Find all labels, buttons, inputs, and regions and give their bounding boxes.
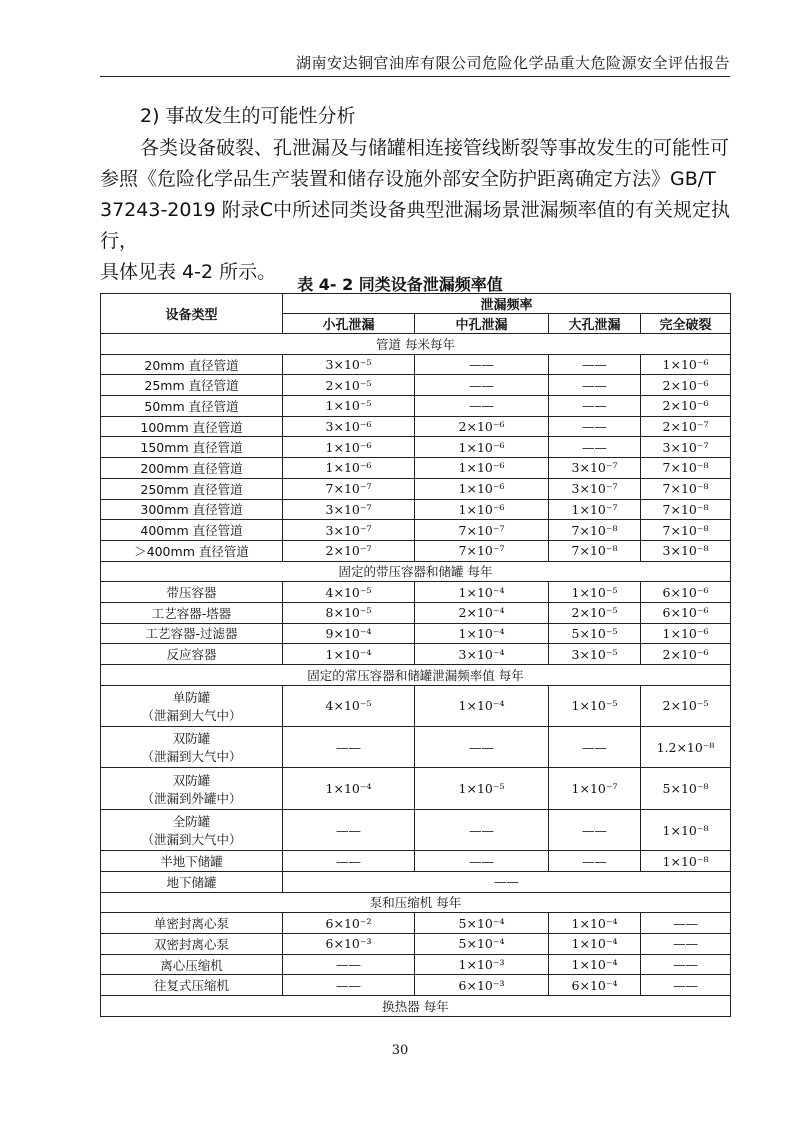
header-medium-hole: 中孔泄漏: [415, 314, 549, 334]
frequency-value-cell: 6×10⁻⁶: [641, 582, 731, 603]
frequency-value-cell: ——: [549, 727, 641, 768]
frequency-value-cell: ——: [283, 727, 415, 768]
frequency-value-cell: 4×10⁻⁵: [283, 582, 415, 603]
section-row: [101, 996, 731, 1017]
frequency-value-cell: 5×10⁻⁴: [415, 913, 549, 934]
table-row: [101, 478, 731, 499]
frequency-value-cell: 1×10⁻⁴: [415, 582, 549, 603]
device-name-cell: [101, 375, 283, 396]
frequency-value-cell: 3×10⁻⁴: [415, 644, 549, 665]
section-row: [101, 892, 731, 913]
device-name-cell: [101, 685, 283, 726]
frequency-value-cell: 2×10⁻⁶: [641, 375, 731, 396]
frequency-value-cell: 9×10⁻⁴: [283, 623, 415, 644]
table-row: [101, 499, 731, 520]
device-name-line: 20mm 直径管道: [144, 357, 239, 373]
frequency-value-cell: 5×10⁻⁵: [549, 623, 641, 644]
table-row: [101, 685, 731, 726]
section-title: 固定的常压容器和储罐泄漏频率值 每年: [101, 665, 731, 686]
device-name-line: 200mm 直径管道: [140, 460, 243, 476]
frequency-value-cell: 7×10⁻⁸: [641, 458, 731, 479]
frequency-value-cell: 1×10⁻⁶: [641, 354, 731, 375]
device-name-line: 离心压缩机: [160, 957, 223, 973]
device-name-cell: [101, 478, 283, 499]
frequency-value-cell: 1×10⁻⁴: [415, 623, 549, 644]
frequency-value-cell: ——: [641, 954, 731, 975]
device-name-line: 工艺容器-过滤器: [145, 626, 238, 642]
device-name-line: （泄漏到大气中）: [141, 749, 242, 765]
frequency-value-cell: 3×10⁻⁷: [283, 520, 415, 541]
frequency-value-cell: 7×10⁻⁷: [415, 520, 549, 541]
frequency-value-cell: ——: [283, 975, 415, 996]
table-row: [101, 871, 731, 892]
device-name-line: （泄漏到大气中）: [141, 707, 242, 723]
table-row: [101, 396, 731, 417]
device-name-line: 300mm 直径管道: [140, 502, 243, 518]
device-name-line: 50mm 直径管道: [144, 398, 239, 414]
frequency-value-cell: 1×10⁻⁸: [641, 851, 731, 872]
device-name-line: 单防罐: [172, 689, 211, 705]
frequency-value-cell: 6×10⁻⁶: [641, 602, 731, 623]
frequency-value-cell: 1×10⁻⁴: [549, 913, 641, 934]
page-number: 30: [391, 1043, 409, 1058]
frequency-value-cell: 3×10⁻⁵: [283, 354, 415, 375]
device-name-line: 工艺容器-塔器: [151, 605, 232, 621]
frequency-value-cell: 7×10⁻⁷: [283, 478, 415, 499]
frequency-value-cell: 7×10⁻⁸: [641, 520, 731, 541]
frequency-value-cell: ——: [415, 851, 549, 872]
merged-value-cell: ——: [283, 871, 731, 892]
device-name-line: 单密封离心泵: [153, 916, 229, 932]
device-name-cell: [101, 851, 283, 872]
frequency-value-cell: 5×10⁻⁸: [641, 768, 731, 809]
frequency-value-cell: ——: [549, 851, 641, 872]
frequency-value-cell: 7×10⁻⁸: [641, 478, 731, 499]
frequency-value-cell: 6×10⁻²: [283, 913, 415, 934]
frequency-value-cell: 6×10⁻³: [415, 975, 549, 996]
device-name-line: 反应容器: [166, 647, 217, 663]
frequency-value-cell: 2×10⁻⁵: [283, 375, 415, 396]
device-name-line: 地下储罐: [166, 874, 217, 890]
frequency-value-cell: 3×10⁻⁷: [549, 478, 641, 499]
device-name-cell: [101, 354, 283, 375]
paragraph-line: 参照《危险化学品生产装置和储存设施外部安全防护距离确定方法》GB/T: [100, 168, 716, 190]
frequency-value-cell: ——: [549, 375, 641, 396]
frequency-value-cell: 8×10⁻⁵: [283, 602, 415, 623]
frequency-value-cell: ——: [641, 913, 731, 934]
table-row: [101, 602, 731, 623]
table-body: [101, 334, 731, 1017]
frequency-value-cell: ——: [549, 416, 641, 437]
frequency-value-cell: 3×10⁻⁷: [283, 499, 415, 520]
section-title: 管道 每米每年: [101, 334, 731, 355]
frequency-value-cell: ——: [549, 809, 641, 850]
frequency-value-cell: 1×10⁻⁷: [549, 768, 641, 809]
device-name-line: 250mm 直径管道: [140, 481, 243, 497]
frequency-value-cell: 1×10⁻⁴: [415, 685, 549, 726]
frequency-value-cell: 3×10⁻⁷: [549, 458, 641, 479]
frequency-value-cell: 1×10⁻⁸: [641, 809, 731, 850]
frequency-value-cell: ——: [283, 851, 415, 872]
frequency-value-cell: 3×10⁻⁸: [641, 540, 731, 561]
body-paragraph: [100, 133, 730, 288]
section-title: 固定的带压容器和储罐 每年: [101, 561, 731, 582]
frequency-value-cell: 1×10⁻⁷: [549, 499, 641, 520]
device-name-line: 25mm 直径管道: [144, 378, 239, 394]
device-name-cell: [101, 913, 283, 934]
table-row: [101, 975, 731, 996]
frequency-value-cell: ——: [549, 354, 641, 375]
header-large-hole: 大孔泄漏: [549, 314, 641, 334]
device-name-cell: [101, 602, 283, 623]
device-name-line: 双密封离心泵: [153, 936, 229, 952]
frequency-value-cell: 3×10⁻⁶: [283, 416, 415, 437]
frequency-value-cell: 1×10⁻⁴: [549, 954, 641, 975]
leak-frequency-table: [100, 293, 731, 1017]
frequency-value-cell: 2×10⁻⁶: [641, 396, 731, 417]
table-row: [101, 644, 731, 665]
frequency-value-cell: ——: [641, 975, 731, 996]
frequency-value-cell: ——: [415, 354, 549, 375]
frequency-value-cell: 1×10⁻⁵: [415, 768, 549, 809]
report-header: 湖南安达铜官油库有限公司危险化学品重大危险源安全评估报告: [100, 52, 730, 77]
table-row: [101, 375, 731, 396]
frequency-value-cell: 1×10⁻⁵: [549, 582, 641, 603]
frequency-value-cell: ——: [283, 809, 415, 850]
table-caption: 表 4- 2 同类设备泄漏频率值: [297, 275, 503, 294]
table-row: [101, 809, 731, 850]
frequency-value-cell: 1×10⁻⁴: [283, 644, 415, 665]
table-row: [101, 540, 731, 561]
header-full-rupture: 完全破裂: [641, 314, 731, 334]
table-row: [101, 954, 731, 975]
table-row: [101, 623, 731, 644]
frequency-value-cell: 1.2×10⁻⁸: [641, 727, 731, 768]
frequency-value-cell: 1×10⁻³: [415, 954, 549, 975]
device-name-cell: [101, 871, 283, 892]
header-leak-frequency: 泄漏频率: [283, 294, 731, 314]
frequency-value-cell: 2×10⁻⁷: [283, 540, 415, 561]
device-name-cell: [101, 582, 283, 603]
device-name-cell: [101, 768, 283, 809]
frequency-value-cell: 1×10⁻⁶: [283, 458, 415, 479]
section-title: 换热器 每年: [101, 996, 731, 1017]
paragraph-line: 具体见表 4-2 所示。: [100, 261, 277, 283]
device-name-cell: [101, 520, 283, 541]
table-row: [101, 458, 731, 479]
table-row: [101, 437, 731, 458]
frequency-value-cell: ——: [415, 396, 549, 417]
header-small-hole: 小孔泄漏: [283, 314, 415, 334]
frequency-value-cell: 1×10⁻⁴: [549, 934, 641, 955]
frequency-value-cell: 1×10⁻⁶: [415, 437, 549, 458]
table-row: [101, 934, 731, 955]
device-name-line: （泄漏到大气中）: [141, 832, 242, 848]
table-row: [101, 582, 731, 603]
device-name-line: 150mm 直径管道: [140, 440, 243, 456]
frequency-value-cell: 2×10⁻⁷: [641, 416, 731, 437]
frequency-value-cell: ——: [549, 437, 641, 458]
frequency-value-cell: ——: [549, 396, 641, 417]
table-row: [101, 851, 731, 872]
frequency-value-cell: 1×10⁻⁶: [415, 499, 549, 520]
table-row: [101, 768, 731, 809]
device-name-line: 半地下储罐: [160, 854, 223, 870]
frequency-value-cell: 5×10⁻⁴: [415, 934, 549, 955]
section-row: [101, 334, 731, 355]
device-name-line: 100mm 直径管道: [140, 419, 243, 435]
frequency-value-cell: 1×10⁻⁶: [415, 458, 549, 479]
frequency-value-cell: 7×10⁻⁸: [641, 499, 731, 520]
table-row: [101, 727, 731, 768]
device-name-line: 400mm 直径管道: [140, 523, 243, 539]
device-name-line: （泄漏到外罐中）: [141, 790, 242, 806]
frequency-value-cell: 1×10⁻⁶: [415, 478, 549, 499]
device-name-line: ＞400mm 直径管道: [134, 543, 249, 559]
frequency-value-cell: 7×10⁻⁷: [415, 540, 549, 561]
device-name-cell: [101, 727, 283, 768]
frequency-value-cell: ——: [415, 727, 549, 768]
device-name-line: 双防罐: [172, 772, 211, 788]
frequency-value-cell: 2×10⁻⁶: [415, 416, 549, 437]
device-name-cell: [101, 437, 283, 458]
frequency-value-cell: ——: [283, 954, 415, 975]
table-row: [101, 354, 731, 375]
table-row: [101, 913, 731, 934]
frequency-value-cell: 3×10⁻⁷: [641, 437, 731, 458]
device-name-line: 带压容器: [166, 585, 217, 601]
frequency-value-cell: 6×10⁻⁴: [549, 975, 641, 996]
paragraph-line: 37243-2019 附录C中所述同类设备典型泄漏场景泄漏频率值的有关规定执行，: [100, 199, 730, 252]
device-name-line: 往复式压缩机: [153, 978, 229, 994]
paragraph-line: 各类设备破裂、孔泄漏及与储罐相连接管线断裂等事故发生的可能性可: [140, 137, 730, 159]
frequency-value-cell: ——: [641, 934, 731, 955]
device-name-cell: [101, 396, 283, 417]
frequency-value-cell: 2×10⁻⁴: [415, 602, 549, 623]
device-name-cell: [101, 499, 283, 520]
device-name-cell: [101, 975, 283, 996]
frequency-value-cell: ——: [415, 375, 549, 396]
table-row: [101, 520, 731, 541]
device-name-cell: [101, 540, 283, 561]
frequency-value-cell: 7×10⁻⁸: [549, 540, 641, 561]
section-title: 泵和压缩机 每年: [101, 892, 731, 913]
section-subheading: 2) 事故发生的可能性分析: [140, 105, 356, 127]
device-name-cell: [101, 623, 283, 644]
frequency-value-cell: 2×10⁻⁶: [641, 644, 731, 665]
device-name-line: 双防罐: [172, 731, 211, 747]
frequency-value-cell: 7×10⁻⁸: [549, 520, 641, 541]
frequency-value-cell: 2×10⁻⁵: [549, 602, 641, 623]
frequency-value-cell: 1×10⁻⁶: [283, 437, 415, 458]
device-name-cell: [101, 934, 283, 955]
frequency-value-cell: 6×10⁻³: [283, 934, 415, 955]
frequency-value-cell: 1×10⁻⁴: [283, 768, 415, 809]
frequency-value-cell: 4×10⁻⁵: [283, 685, 415, 726]
frequency-value-cell: 2×10⁻⁵: [641, 685, 731, 726]
frequency-value-cell: ——: [415, 809, 549, 850]
device-name-cell: [101, 416, 283, 437]
device-name-cell: [101, 954, 283, 975]
frequency-value-cell: 3×10⁻⁵: [549, 644, 641, 665]
device-name-cell: [101, 458, 283, 479]
device-name-cell: [101, 644, 283, 665]
frequency-value-cell: 1×10⁻⁶: [641, 623, 731, 644]
table-row: [101, 416, 731, 437]
header-device-type: 设备类型: [101, 294, 283, 334]
section-row: [101, 561, 731, 582]
device-name-line: 全防罐: [172, 814, 211, 830]
device-name-cell: [101, 809, 283, 850]
frequency-value-cell: 1×10⁻⁵: [549, 685, 641, 726]
frequency-value-cell: 1×10⁻⁵: [283, 396, 415, 417]
section-row: [101, 665, 731, 686]
